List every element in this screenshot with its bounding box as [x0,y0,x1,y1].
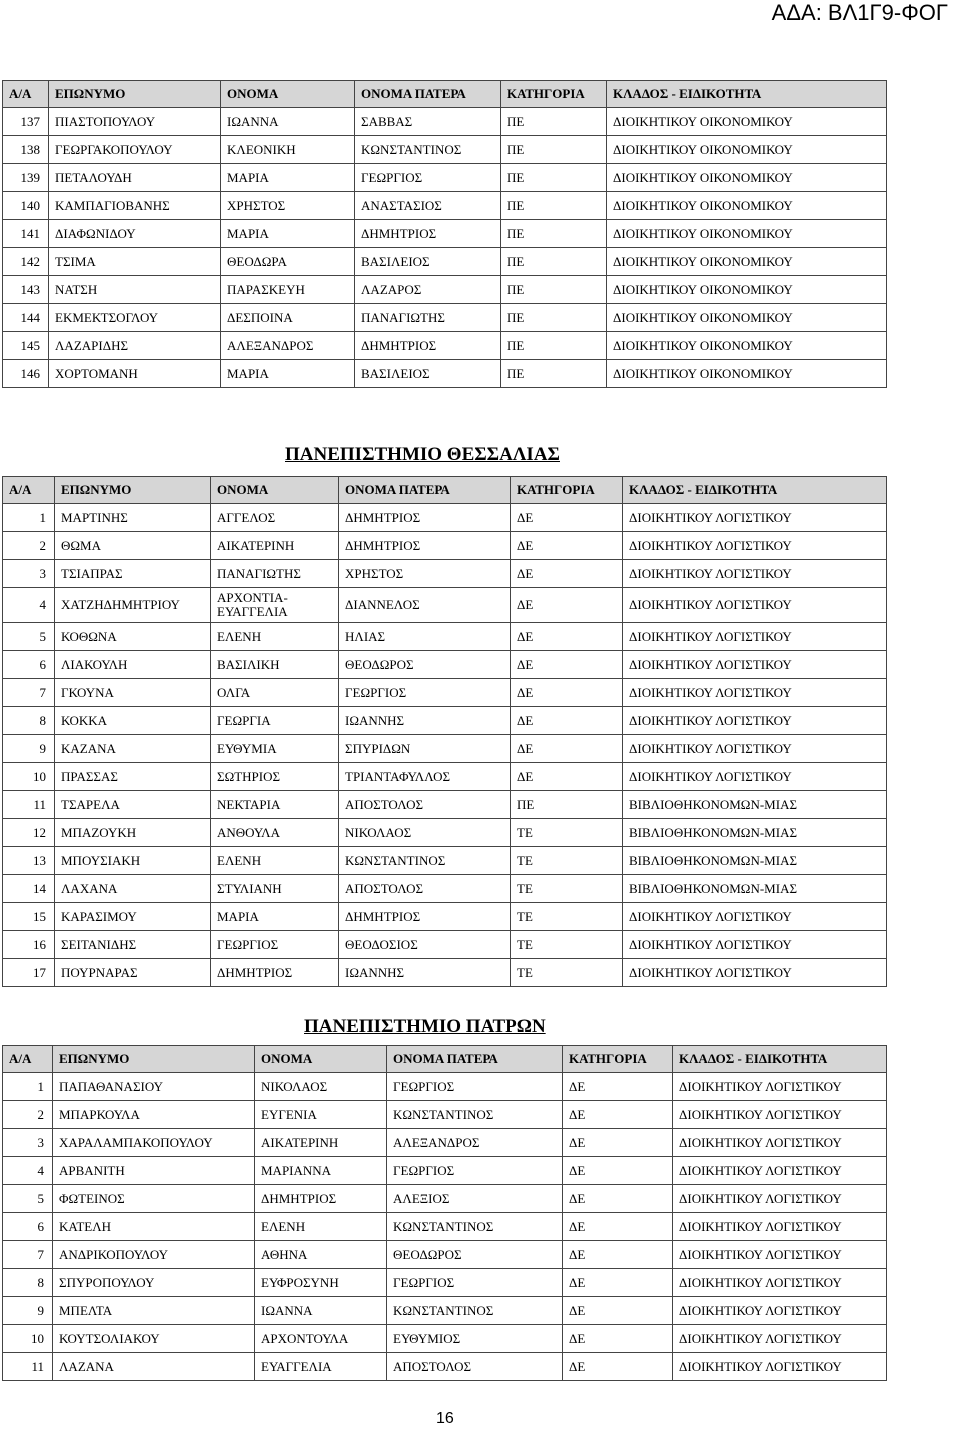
cell-specialty: ΔΙΟΙΚΗΤΙΚΟΥ ΛΟΓΙΣΤΙΚΟΥ [623,623,887,651]
cell-category: ΔΕ [563,1269,673,1297]
cell-specialty: ΔΙΟΙΚΗΤΙΚΟΥ ΟΙΚΟΝΟΜΙΚΟΥ [607,192,887,220]
cell-surname: ΕΚΜΕΚΤΣΟΓΛΟΥ [49,304,221,332]
cell-name: ΕΛΕΝΗ [255,1213,387,1241]
table-row [3,136,887,164]
table-row [3,875,887,903]
cell-specialty: ΔΙΟΙΚΗΤΙΚΟΥ ΛΟΓΙΣΤΙΚΟΥ [673,1157,887,1185]
cell-father-name: ΣΠΥΡΙΔΩΝ [339,735,511,763]
table-row [3,1353,887,1381]
cell-father-name: ΔΗΜΗΤΡΙΟΣ [355,220,501,248]
cell-specialty: ΔΙΟΙΚΗΤΙΚΟΥ ΛΟΓΙΣΤΙΚΟΥ [673,1129,887,1157]
cell-category: ΔΕ [563,1129,673,1157]
header-aa: Α/Α [3,81,49,108]
table-row [3,931,887,959]
cell-specialty: ΔΙΟΙΚΗΤΙΚΟΥ ΟΙΚΟΝΟΜΙΚΟΥ [607,332,887,360]
cell-specialty: ΒΙΒΛΙΟΘΗΚΟΝΟΜΩΝ-ΜΙΑΣ [623,819,887,847]
cell-father-name: ΛΑΖΑΡΟΣ [355,276,501,304]
cell-aa: 8 [3,1269,53,1297]
cell-surname: ΣΠΥΡΟΠΟΥΛΟΥ [53,1269,255,1297]
cell-surname: ΜΠΑΡΚΟΥΛΑ [53,1101,255,1129]
cell-aa: 2 [3,1101,53,1129]
header-name: ΟΝΟΜΑ [221,81,355,108]
cell-specialty: ΒΙΒΛΙΟΘΗΚΟΝΟΜΩΝ-ΜΙΑΣ [623,847,887,875]
cell-surname: ΝΑΤΣΗ [49,276,221,304]
table-row [3,1269,887,1297]
cell-aa: 5 [3,623,55,651]
cell-father-name: ΣΑΒΒΑΣ [355,108,501,136]
table-row [3,220,887,248]
table-row [3,1073,887,1101]
cell-category: ΔΕ [511,588,623,623]
cell-aa: 3 [3,560,55,588]
cell-specialty: ΔΙΟΙΚΗΤΙΚΟΥ ΛΟΓΙΣΤΙΚΟΥ [673,1269,887,1297]
cell-name: ΕΥΘΥΜΙΑ [211,735,339,763]
cell-name: ΕΥΓΕΝΙΑ [255,1101,387,1129]
cell-category: ΤΕ [511,847,623,875]
cell-aa: 10 [3,1325,53,1353]
cell-surname: ΛΙΑΚΟΥΛΗ [55,651,211,679]
header-row [3,1046,887,1073]
cell-father-name: ΗΛΙΑΣ [339,623,511,651]
table-row [3,588,887,623]
cell-aa: 145 [3,332,49,360]
cell-category: ΔΕ [563,1353,673,1381]
cell-name: ΑΙΚΑΤΕΡΙΝΗ [255,1129,387,1157]
cell-specialty: ΔΙΟΙΚΗΤΙΚΟΥ ΛΟΓΙΣΤΙΚΟΥ [673,1353,887,1381]
cell-surname: ΣΕΙΤΑΝΙΔΗΣ [55,931,211,959]
header-specialty: ΚΛΑΔΟΣ - ΕΙΔΙΚΟΤΗΤΑ [623,477,887,504]
cell-category: ΤΕ [511,903,623,931]
cell-specialty: ΔΙΟΙΚΗΤΙΚΟΥ ΟΙΚΟΝΟΜΙΚΟΥ [607,136,887,164]
cell-father-name: ΚΩΝΣΤΑΝΤΙΝΟΣ [387,1213,563,1241]
header-father-name: ΟΝΟΜΑ ΠΑΤΕΡΑ [387,1046,563,1073]
cell-aa: 11 [3,791,55,819]
cell-name: ΜΑΡΙΑ [221,220,355,248]
cell-name: ΣΤΥΛΙΑΝΗ [211,875,339,903]
cell-father-name: ΔΗΜΗΤΡΙΟΣ [339,532,511,560]
cell-specialty: ΔΙΟΙΚΗΤΙΚΟΥ ΛΟΓΙΣΤΙΚΟΥ [623,931,887,959]
cell-surname: ΛΑΖΑΝΑ [53,1353,255,1381]
cell-father-name: ΓΕΩΡΓΙΟΣ [387,1269,563,1297]
cell-surname: ΤΣΙΜΑ [49,248,221,276]
cell-surname: ΜΠΕΛΤΑ [53,1297,255,1325]
cell-name: ΜΑΡΙΑ [221,360,355,388]
cell-category: ΤΕ [511,959,623,987]
table-row [3,248,887,276]
header-category: ΚΑΤΗΓΟΡΙΑ [501,81,607,108]
cell-specialty: ΔΙΟΙΚΗΤΙΚΟΥ ΛΟΓΙΣΤΙΚΟΥ [623,763,887,791]
cell-name: ΔΗΜΗΤΡΙΟΣ [255,1185,387,1213]
cell-surname: ΧΑΤΖΗΔΗΜΗΤΡΙΟΥ [55,588,211,623]
cell-aa: 15 [3,903,55,931]
cell-surname: ΚΑΡΑΣΙΜΟΥ [55,903,211,931]
cell-surname: ΛΑΧΑΝΑ [55,875,211,903]
cell-specialty: ΒΙΒΛΙΟΘΗΚΟΝΟΜΩΝ-ΜΙΑΣ [623,875,887,903]
cell-name: ΑΡΧΟΝΤΙΑ-ΕΥΑΓΓΕΛΙΑ [211,588,339,623]
cell-specialty: ΔΙΟΙΚΗΤΙΚΟΥ ΟΙΚΟΝΟΜΙΚΟΥ [607,276,887,304]
cell-surname: ΘΩΜΑ [55,532,211,560]
cell-aa: 12 [3,819,55,847]
cell-name: ΕΥΑΓΓΕΛΙΑ [255,1353,387,1381]
cell-specialty: ΔΙΟΙΚΗΤΙΚΟΥ ΛΟΓΙΣΤΙΚΟΥ [623,651,887,679]
cell-surname: ΜΠΑΖΟΥΚΗ [55,819,211,847]
cell-aa: 4 [3,1157,53,1185]
cell-aa: 8 [3,707,55,735]
cell-surname: ΧΟΡΤΟΜΑΝΗ [49,360,221,388]
cell-father-name: ΚΩΝΣΤΑΝΤΙΝΟΣ [355,136,501,164]
cell-surname: ΦΩΤΕΙΝΟΣ [53,1185,255,1213]
cell-father-name: ΓΕΩΡΓΙΟΣ [355,164,501,192]
cell-surname: ΚΟΘΩΝΑ [55,623,211,651]
cell-father-name: ΓΕΩΡΓΙΟΣ [339,679,511,707]
cell-aa: 9 [3,735,55,763]
cell-name: ΚΛΕΟΝΙΚΗ [221,136,355,164]
cell-father-name: ΒΑΣΙΛΕΙΟΣ [355,248,501,276]
cell-aa: 5 [3,1185,53,1213]
table-row [3,504,887,532]
cell-category: ΔΕ [511,504,623,532]
cell-name: ΕΛΕΝΗ [211,847,339,875]
cell-aa: 7 [3,1241,53,1269]
cell-specialty: ΒΙΒΛΙΟΘΗΚΟΝΟΜΩΝ-ΜΙΑΣ [623,791,887,819]
cell-category: ΔΕ [563,1297,673,1325]
cell-name: ΑΙΚΑΤΕΡΙΝΗ [211,532,339,560]
cell-name: ΟΛΓΑ [211,679,339,707]
table-row [3,1213,887,1241]
cell-aa: 9 [3,1297,53,1325]
cell-aa: 139 [3,164,49,192]
cell-category: ΠΕ [501,220,607,248]
cell-specialty: ΔΙΟΙΚΗΤΙΚΟΥ ΛΟΓΙΣΤΙΚΟΥ [673,1297,887,1325]
cell-specialty: ΔΙΟΙΚΗΤΙΚΟΥ ΛΟΓΙΣΤΙΚΟΥ [673,1073,887,1101]
cell-father-name: ΘΕΟΔΟΣΙΟΣ [339,931,511,959]
cell-surname: ΚΟΥΤΣΟΛΙΑΚΟΥ [53,1325,255,1353]
cell-name: ΓΕΩΡΓΙΑ [211,707,339,735]
table-row [3,791,887,819]
cell-aa: 2 [3,532,55,560]
cell-name: ΒΑΣΙΛΙΚΗ [211,651,339,679]
cell-father-name: ΙΩΑΝΝΗΣ [339,959,511,987]
cell-surname: ΜΠΟΥΣΙΑΚΗ [55,847,211,875]
table-row [3,847,887,875]
cell-surname: ΔΙΑΦΩΝΙΔΟΥ [49,220,221,248]
cell-father-name: ΝΙΚΟΛΑΟΣ [339,819,511,847]
cell-specialty: ΔΙΟΙΚΗΤΙΚΟΥ ΛΟΓΙΣΤΙΚΟΥ [673,1185,887,1213]
table-row [3,360,887,388]
cell-category: ΔΕ [563,1157,673,1185]
cell-category: ΔΕ [563,1101,673,1129]
cell-aa: 3 [3,1129,53,1157]
cell-specialty: ΔΙΟΙΚΗΤΙΚΟΥ ΛΟΓΙΣΤΙΚΟΥ [623,735,887,763]
cell-surname: ΓΕΩΡΓΑΚΟΠΟΥΛΟΥ [49,136,221,164]
cell-name: ΑΓΓΕΛΟΣ [211,504,339,532]
header-surname: ΕΠΩΝΥΜΟ [49,81,221,108]
header-specialty: ΚΛΑΔΟΣ - ΕΙΔΙΚΟΤΗΤΑ [673,1046,887,1073]
cell-category: ΔΕ [511,651,623,679]
cell-surname: ΤΣΑΡΕΛΑ [55,791,211,819]
cell-specialty: ΔΙΟΙΚΗΤΙΚΟΥ ΛΟΓΙΣΤΙΚΟΥ [673,1325,887,1353]
header-category: ΚΑΤΗΓΟΡΙΑ [563,1046,673,1073]
table-row [3,276,887,304]
cell-father-name: ΘΕΟΔΩΡΟΣ [387,1241,563,1269]
table-1 [2,80,887,388]
cell-category: ΤΕ [511,875,623,903]
table-row [3,623,887,651]
cell-surname: ΚΑΖΑΝΑ [55,735,211,763]
table-row [3,707,887,735]
cell-specialty: ΔΙΟΙΚΗΤΙΚΟΥ ΟΙΚΟΝΟΜΙΚΟΥ [607,164,887,192]
cell-aa: 142 [3,248,49,276]
cell-specialty: ΔΙΟΙΚΗΤΙΚΟΥ ΛΟΓΙΣΤΙΚΟΥ [623,903,887,931]
cell-aa: 1 [3,504,55,532]
cell-category: ΔΕ [511,623,623,651]
cell-father-name: ΑΛΕΞΑΝΔΡΟΣ [387,1129,563,1157]
cell-category: ΠΕ [511,791,623,819]
cell-category: ΔΕ [511,707,623,735]
table-row [3,959,887,987]
cell-father-name: ΓΕΩΡΓΙΟΣ [387,1073,563,1101]
cell-father-name: ΔΗΜΗΤΡΙΟΣ [355,332,501,360]
cell-name: ΜΑΡΙΑ [221,164,355,192]
table-row [3,763,887,791]
cell-category: ΠΕ [501,164,607,192]
cell-aa: 14 [3,875,55,903]
table-row [3,108,887,136]
cell-aa: 17 [3,959,55,987]
cell-surname: ΠΑΠΑΘΑΝΑΣΙΟΥ [53,1073,255,1101]
header-name: ΟΝΟΜΑ [211,477,339,504]
cell-specialty: ΔΙΟΙΚΗΤΙΚΟΥ ΟΙΚΟΝΟΜΙΚΟΥ [607,360,887,388]
header-father-name: ΟΝΟΜΑ ΠΑΤΕΡΑ [339,477,511,504]
cell-surname: ΠΟΥΡΝΑΡΑΣ [55,959,211,987]
cell-surname: ΧΑΡΑΛΑΜΠΑΚΟΠΟΥΛΟΥ [53,1129,255,1157]
cell-aa: 11 [3,1353,53,1381]
cell-category: ΠΕ [501,304,607,332]
table-row [3,164,887,192]
cell-father-name: ΕΥΘΥΜΙΟΣ [387,1325,563,1353]
table-row [3,1129,887,1157]
header-aa: Α/Α [3,477,55,504]
table-row [3,679,887,707]
cell-surname: ΑΡΒΑΝΙΤΗ [53,1157,255,1185]
cell-name: ΝΙΚΟΛΑΟΣ [255,1073,387,1101]
cell-category: ΔΕ [563,1213,673,1241]
cell-aa: 6 [3,651,55,679]
cell-name: ΠΑΡΑΣΚΕΥΗ [221,276,355,304]
cell-category: ΠΕ [501,192,607,220]
header-father-name: ΟΝΟΜΑ ΠΑΤΕΡΑ [355,81,501,108]
table-row [3,192,887,220]
cell-father-name: ΘΕΟΔΩΡΟΣ [339,651,511,679]
cell-name: ΧΡΗΣΤΟΣ [221,192,355,220]
header-surname: ΕΠΩΝΥΜΟ [55,477,211,504]
cell-category: ΠΕ [501,136,607,164]
cell-specialty: ΔΙΟΙΚΗΤΙΚΟΥ ΟΙΚΟΝΟΜΙΚΟΥ [607,220,887,248]
cell-name: ΜΑΡΙΑΝΝΑ [255,1157,387,1185]
cell-surname: ΠΕΤΑΛΟΥΔΗ [49,164,221,192]
cell-specialty: ΔΙΟΙΚΗΤΙΚΟΥ ΛΟΓΙΣΤΙΚΟΥ [673,1241,887,1269]
cell-name: ΙΩΑΝΝΑ [221,108,355,136]
cell-aa: 13 [3,847,55,875]
cell-specialty: ΔΙΟΙΚΗΤΙΚΟΥ ΛΟΓΙΣΤΙΚΟΥ [623,532,887,560]
table-row [3,560,887,588]
table-row [3,1325,887,1353]
cell-surname: ΤΣΙΑΠΡΑΣ [55,560,211,588]
cell-category: ΔΕ [511,560,623,588]
cell-category: ΤΕ [511,931,623,959]
table-3 [2,1045,887,1381]
header-row [3,81,887,108]
table-row [3,332,887,360]
cell-specialty: ΔΙΟΙΚΗΤΙΚΟΥ ΛΟΓΙΣΤΙΚΟΥ [623,707,887,735]
cell-name: ΕΥΦΡΟΣΥΝΗ [255,1269,387,1297]
table-row [3,819,887,847]
cell-name: ΝΕΚΤΑΡΙΑ [211,791,339,819]
cell-name: ΜΑΡΙΑ [211,903,339,931]
cell-name: ΑΛΕΞΑΝΔΡΟΣ [221,332,355,360]
header-surname: ΕΠΩΝΥΜΟ [53,1046,255,1073]
cell-surname: ΚΑΤΕΛΗ [53,1213,255,1241]
table-row [3,304,887,332]
cell-father-name: ΤΡΙΑΝΤΑΦΥΛΛΟΣ [339,763,511,791]
cell-category: ΤΕ [511,819,623,847]
table-row [3,532,887,560]
cell-surname: ΚΟΚΚΑ [55,707,211,735]
cell-specialty: ΔΙΟΙΚΗΤΙΚΟΥ ΛΟΓΙΣΤΙΚΟΥ [623,679,887,707]
cell-category: ΔΕ [511,735,623,763]
cell-aa: 1 [3,1073,53,1101]
page-number: 16 [436,1410,454,1427]
cell-category: ΠΕ [501,360,607,388]
cell-father-name: ΒΑΣΙΛΕΙΟΣ [355,360,501,388]
cell-name: ΘΕΟΔΩΡΑ [221,248,355,276]
cell-specialty: ΔΙΟΙΚΗΤΙΚΟΥ ΛΟΓΙΣΤΙΚΟΥ [623,588,887,623]
header-specialty: ΚΛΑΔΟΣ - ΕΙΔΙΚΟΤΗΤΑ [607,81,887,108]
cell-category: ΔΕ [563,1241,673,1269]
cell-category: ΔΕ [511,532,623,560]
cell-surname: ΚΑΜΠΑΓΙΟΒΑΝΗΣ [49,192,221,220]
cell-father-name: ΑΠΟΣΤΟΛΟΣ [339,791,511,819]
cell-father-name: ΑΠΟΣΤΟΛΟΣ [339,875,511,903]
cell-father-name: ΔΗΜΗΤΡΙΟΣ [339,903,511,931]
table-row [3,1241,887,1269]
header-aa: Α/Α [3,1046,53,1073]
cell-surname: ΓΚΟΥΝΑ [55,679,211,707]
cell-father-name: ΚΩΝΣΤΑΝΤΙΝΟΣ [339,847,511,875]
table-row [3,903,887,931]
cell-aa: 140 [3,192,49,220]
table-2 [2,476,887,987]
ada-label: ΑΔΑ: ΒΛ1Γ9-ΦΟΓ [771,0,948,25]
cell-name: ΠΑΝΑΓΙΩΤΗΣ [211,560,339,588]
cell-aa: 137 [3,108,49,136]
cell-name: ΓΕΩΡΓΙΟΣ [211,931,339,959]
cell-category: ΠΕ [501,248,607,276]
table-row [3,1297,887,1325]
cell-name: ΑΝΘΟΥΛΑ [211,819,339,847]
cell-aa: 6 [3,1213,53,1241]
cell-aa: 144 [3,304,49,332]
cell-name: ΣΩΤΗΡΙΟΣ [211,763,339,791]
cell-aa: 143 [3,276,49,304]
cell-name: ΑΘΗΝΑ [255,1241,387,1269]
cell-specialty: ΔΙΟΙΚΗΤΙΚΟΥ ΟΙΚΟΝΟΜΙΚΟΥ [607,304,887,332]
cell-surname: ΛΑΖΑΡΙΔΗΣ [49,332,221,360]
cell-specialty: ΔΙΟΙΚΗΤΙΚΟΥ ΛΟΓΙΣΤΙΚΟΥ [673,1213,887,1241]
cell-father-name: ΑΝΑΣΤΑΣΙΟΣ [355,192,501,220]
cell-father-name: ΙΩΑΝΝΗΣ [339,707,511,735]
cell-specialty: ΔΙΟΙΚΗΤΙΚΟΥ ΟΙΚΟΝΟΜΙΚΟΥ [607,108,887,136]
cell-category: ΔΕ [563,1185,673,1213]
cell-category: ΠΕ [501,332,607,360]
cell-name: ΙΩΑΝΝΑ [255,1297,387,1325]
header-name: ΟΝΟΜΑ [255,1046,387,1073]
cell-surname: ΑΝΔΡΙΚΟΠΟΥΛΟΥ [53,1241,255,1269]
table-row [3,1185,887,1213]
cell-specialty: ΔΙΟΙΚΗΤΙΚΟΥ ΟΙΚΟΝΟΜΙΚΟΥ [607,248,887,276]
cell-surname: ΠΡΑΣΣΑΣ [55,763,211,791]
cell-name: ΔΕΣΠΟΙΝΑ [221,304,355,332]
cell-aa: 138 [3,136,49,164]
cell-father-name: ΠΑΝΑΓΙΩΤΗΣ [355,304,501,332]
cell-surname: ΠΙΑΣΤΟΠΟΥΛΟΥ [49,108,221,136]
cell-aa: 10 [3,763,55,791]
cell-surname: ΜΑΡΤΙΝΗΣ [55,504,211,532]
cell-aa: 4 [3,588,55,623]
cell-category: ΔΕ [511,679,623,707]
cell-aa: 7 [3,679,55,707]
cell-name: ΔΗΜΗΤΡΙΟΣ [211,959,339,987]
cell-category: ΔΕ [511,763,623,791]
cell-aa: 146 [3,360,49,388]
cell-specialty: ΔΙΟΙΚΗΤΙΚΟΥ ΛΟΓΙΣΤΙΚΟΥ [623,560,887,588]
cell-father-name: ΔΙΑΝΝΕΛΟΣ [339,588,511,623]
cell-category: ΠΕ [501,276,607,304]
cell-father-name: ΧΡΗΣΤΟΣ [339,560,511,588]
cell-aa: 141 [3,220,49,248]
cell-specialty: ΔΙΟΙΚΗΤΙΚΟΥ ΛΟΓΙΣΤΙΚΟΥ [673,1101,887,1129]
cell-category: ΔΕ [563,1325,673,1353]
cell-father-name: ΓΕΩΡΓΙΟΣ [387,1157,563,1185]
cell-specialty: ΔΙΟΙΚΗΤΙΚΟΥ ΛΟΓΙΣΤΙΚΟΥ [623,959,887,987]
table-row [3,735,887,763]
table-row [3,1101,887,1129]
header-category: ΚΑΤΗΓΟΡΙΑ [511,477,623,504]
cell-father-name: ΔΗΜΗΤΡΙΟΣ [339,504,511,532]
section-title-thessalias: ΠΑΝΕΠΙΣΤΗΜΙΟ ΘΕΣΣΑΛΙΑΣ [285,444,560,465]
cell-father-name: ΑΠΟΣΤΟΛΟΣ [387,1353,563,1381]
cell-category: ΠΕ [501,108,607,136]
cell-father-name: ΚΩΝΣΤΑΝΤΙΝΟΣ [387,1297,563,1325]
cell-name: ΕΛΕΝΗ [211,623,339,651]
table-row [3,651,887,679]
table-row [3,1157,887,1185]
cell-category: ΔΕ [563,1073,673,1101]
cell-father-name: ΚΩΝΣΤΑΝΤΙΝΟΣ [387,1101,563,1129]
cell-name: ΑΡΧΟΝΤΟΥΛΑ [255,1325,387,1353]
cell-aa: 16 [3,931,55,959]
section-title-patron: ΠΑΝΕΠΙΣΤΗΜΙΟ ΠΑΤΡΩΝ [304,1016,546,1037]
cell-specialty: ΔΙΟΙΚΗΤΙΚΟΥ ΛΟΓΙΣΤΙΚΟΥ [623,504,887,532]
cell-father-name: ΑΛΕΞΙΟΣ [387,1185,563,1213]
header-row [3,477,887,504]
